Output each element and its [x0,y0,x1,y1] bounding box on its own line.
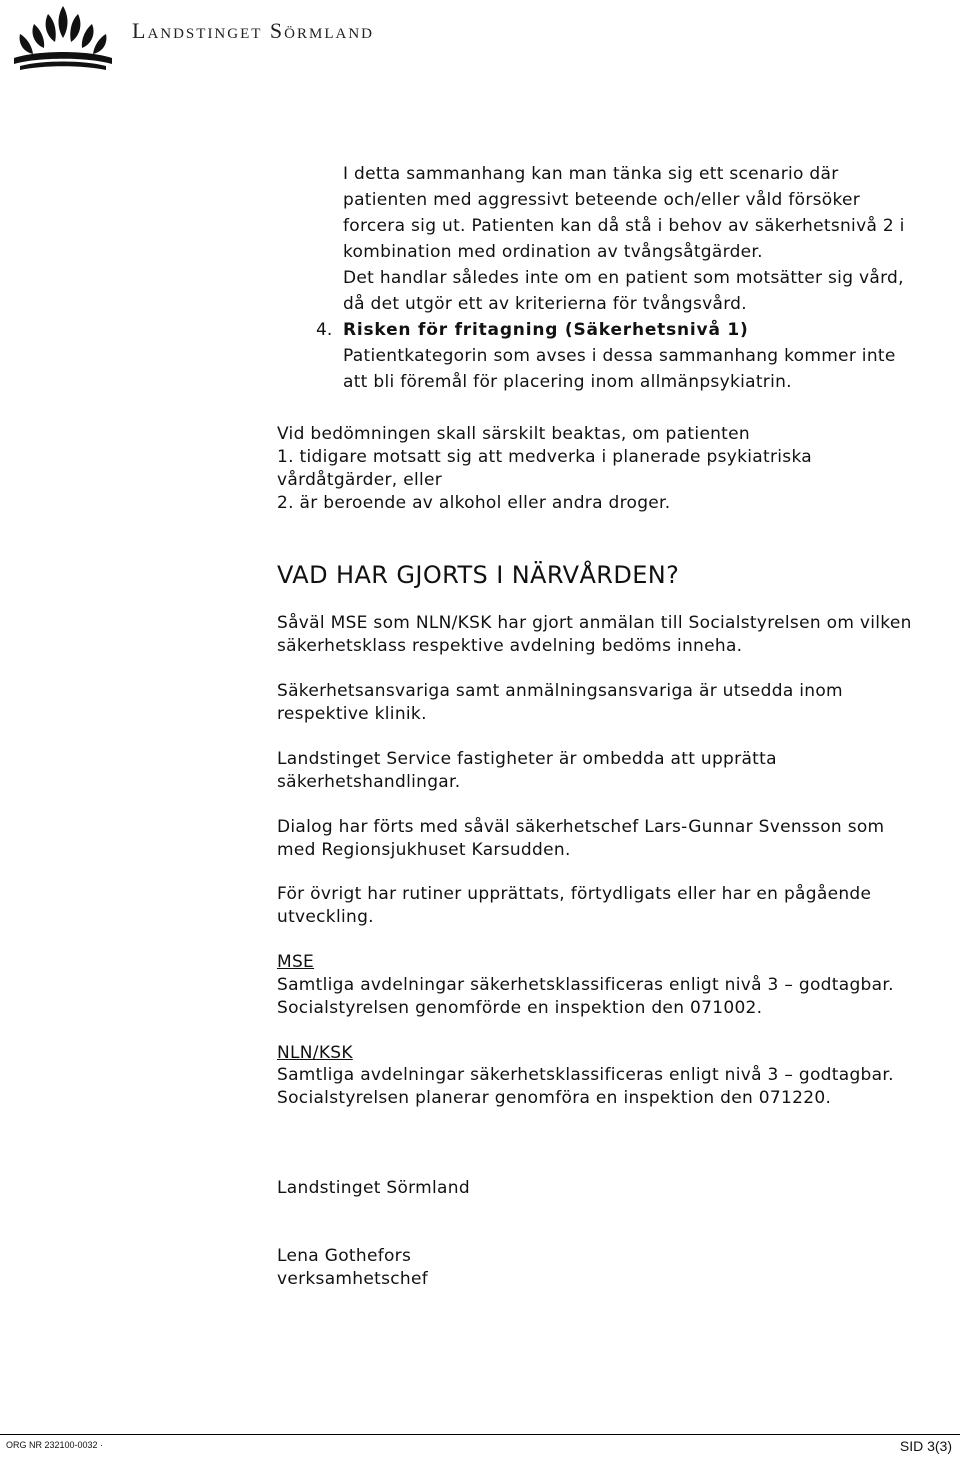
item-title: Risken för fritagning (Säkerhetsnivå 1) [343,320,749,340]
nln-heading: NLN/KSK [277,1043,353,1063]
scenario-line: Det handlar således inte om en patient som motsätter sig vård, [343,268,904,288]
paragraph-line: säkerhetshandlingar. [277,772,461,792]
nln-line: Samtliga avdelningar säkerhetsklassificeras enligt nivå 3 – godtagbar. [277,1065,894,1085]
footer-org-number: ORG NR 232100-0032 · [6,1440,104,1450]
signature-organisation: Landstinget Sörmland [277,1178,470,1198]
paragraph-line: För övrigt har rutiner upprättats, förtydligats eller har en pågående [277,884,872,904]
scenario-line: patienten med aggressivt beteende och/eller våld försöker [343,190,861,210]
assessment-line: 1. tidigare motsatt sig att medverka i planerade psykiatriska [277,447,813,467]
section-heading: VAD HAR GJORTS I NÄRVÅRDEN? [277,561,680,589]
item-line: Patientkategorin som avses i dessa sammanhang kommer inte [343,346,896,366]
item-number: 4. [316,320,333,340]
mse-line: Samtliga avdelningar säkerhetsklassificeras enligt nivå 3 – godtagbar. [277,975,894,995]
paragraph-line: Säkerhetsansvariga samt anmälningsansvariga är utsedda inom [277,681,843,701]
paragraph-line: säkerhetsklass respektive avdelning bedöms inneha. [277,636,743,656]
scenario-line: kombination med ordination av tvångsåtgärder. [343,242,763,262]
assessment-line: 2. är beroende av alkohol eller andra droger. [277,493,671,513]
scenario-line: då det utgör ett av kriterierna för tvångsvård. [343,294,747,314]
paragraph-line: respektive klinik. [277,704,427,724]
paragraph-line: Såväl MSE som NLN/KSK har gjort anmälan till Socialstyrelsen om vilken [277,613,912,633]
signature-name: Lena Gothefors [277,1246,412,1266]
assessment-intro: Vid bedömningen skall särskilt beaktas, om patienten [277,424,750,444]
paragraph-line: med Regionsjukhuset Karsudden. [277,840,571,860]
paragraph-line: utveckling. [277,907,374,927]
paragraph-line: Landstinget Service fastigheter är ombedda att upprätta [277,749,777,769]
org-name: Landstinget Sörmland [132,18,374,43]
scenario-line: I detta sammanhang kan man tänka sig ett scenario där [343,164,839,184]
scenario-line: forcera sig ut. Patienten kan då stå i behov av säkerhetsnivå 2 i [343,216,905,236]
nln-line: Socialstyrelsen planerar genomföra en inspektion den 071220. [277,1088,832,1108]
mse-line: Socialstyrelsen genomförde en inspektion den 071002. [277,998,763,1018]
signature-role: verksamhetschef [277,1269,429,1289]
paragraph-line: Dialog har förts med såväl säkerhetschef Lars-Gunnar Svensson som [277,817,885,837]
footer-divider [0,1434,960,1435]
item-line: att bli föremål för placering inom allmänpsykiatrin. [343,372,792,392]
footer-page-number: SID 3(3) [899,1438,952,1454]
assessment-line: vårdåtgärder, eller [277,470,443,490]
mse-heading: MSE [277,952,315,972]
landstinget-logo-icon [8,2,118,74]
